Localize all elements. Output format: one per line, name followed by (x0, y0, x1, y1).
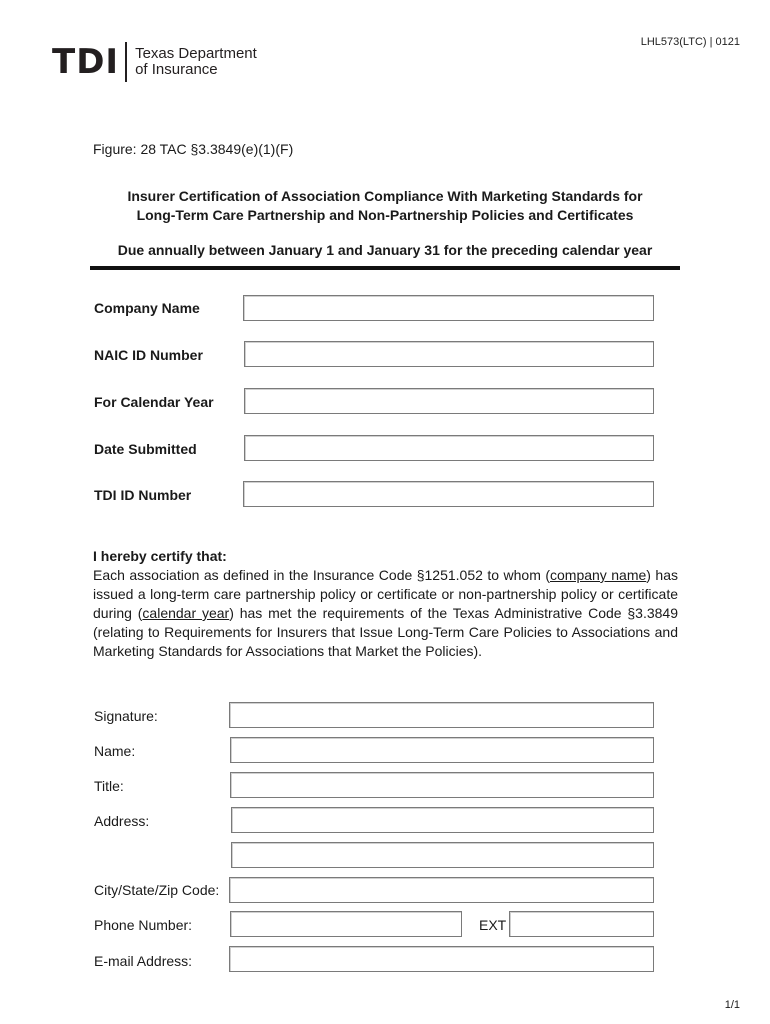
certify-paragraph (93, 566, 678, 661)
phone-input[interactable] (230, 911, 462, 937)
certify-text-2: ) has issued a long-term care partnership policy or certificate or non-partnership policy or certificate during ( (93, 567, 679, 621)
company-name-input[interactable] (243, 295, 654, 321)
ext-input[interactable] (509, 911, 654, 937)
tdi-id-label: TDI ID Number (94, 487, 192, 503)
calendar-year-ref: calendar year (142, 605, 230, 621)
title-label: Title: (94, 778, 124, 794)
company-name-ref: company name (550, 567, 647, 583)
logo-divider (125, 42, 127, 82)
tdi-id-input[interactable] (243, 481, 654, 507)
due-note: Due annually between January 1 and January 31 for the preceding calendar year (117, 242, 653, 258)
name-label: Name: (94, 743, 136, 759)
logo-mark: TDI (52, 42, 120, 82)
company-name-label: Company Name (94, 300, 200, 316)
email-label: E-mail Address: (94, 953, 193, 969)
ext-label: EXT (479, 917, 507, 933)
logo-line-1: Texas Department (135, 45, 257, 62)
naic-id-input[interactable] (244, 341, 654, 367)
certify-heading: I hereby certify that: (93, 548, 227, 564)
certify-text-1: Each association as defined in the Insurance Code §1251.052 to whom ( (93, 567, 550, 583)
calendar-year-input[interactable] (244, 388, 654, 414)
form-code: LHL573(LTC) | 0121 (640, 36, 740, 48)
email-input[interactable] (229, 946, 654, 972)
address-line-1-input[interactable] (231, 807, 654, 833)
date-submitted-label: Date Submitted (94, 441, 197, 457)
tdi-logo (52, 42, 257, 82)
city-state-zip-input[interactable] (229, 877, 654, 903)
logo-line-2: of Insurance (135, 61, 218, 78)
certify-text-3: ) has met the requirements of the Texas Administrative Code §3.3849 (relating to Requirements for Insurers that Issue Long-Term Care Policies to Associations and Marketing Standards for Associations that Market the Policies). (93, 605, 679, 659)
naic-id-label: NAIC ID Number (94, 347, 203, 363)
city-state-zip-label: City/State/Zip Code: (94, 882, 220, 898)
date-submitted-input[interactable] (244, 435, 654, 461)
phone-label: Phone Number: (94, 917, 193, 933)
title-line-2: Long-Term Care Partnership and Non-Partnership Policies and Certificates (136, 207, 634, 223)
calendar-year-label: For Calendar Year (94, 394, 214, 410)
figure-reference: Figure: 28 TAC §3.3849(e)(1)(F) (93, 141, 294, 157)
logo-text (135, 46, 257, 78)
divider-rule (90, 266, 680, 270)
signature-label: Signature: (94, 708, 158, 724)
form-title (90, 187, 680, 225)
page-number: 1/1 (724, 999, 740, 1011)
name-input[interactable] (230, 737, 654, 763)
signature-input[interactable] (229, 702, 654, 728)
address-label: Address: (94, 813, 150, 829)
title-line-1: Insurer Certification of Association Compliance With Marketing Standards for (127, 188, 643, 204)
title-input[interactable] (230, 772, 654, 798)
address-line-2-input[interactable] (231, 842, 654, 868)
